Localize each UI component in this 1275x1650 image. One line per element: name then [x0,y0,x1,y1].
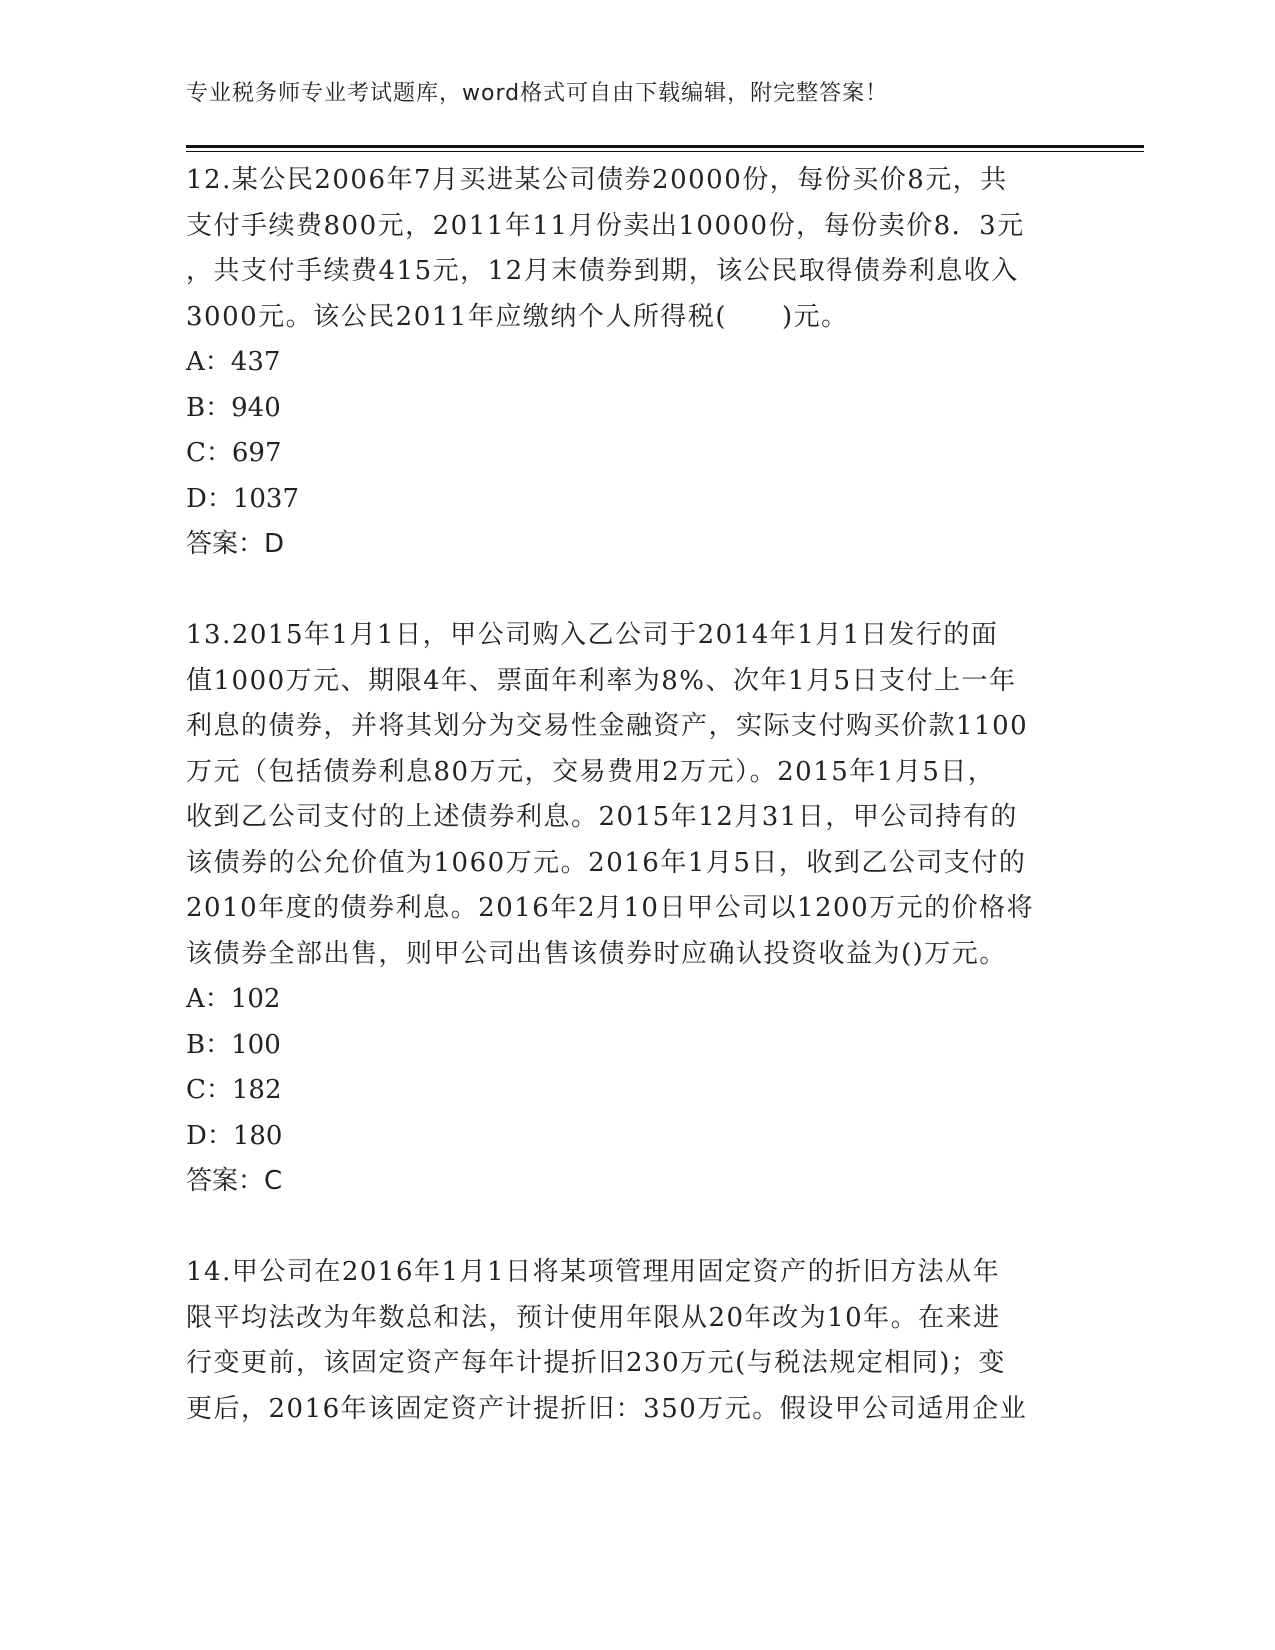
question-text-line: 限平均法改为年数总和法，预计使用年限从20年改为10年。在来进 [186,1302,1001,1333]
question-text-line: 13.2015年1月1日，甲公司购入乙公司于2014年1月1日发行的面 [186,620,999,650]
question-12 [186,158,1086,568]
question-text-line: 支付手续费800元，2011年11月份卖出10000份，每份卖价8．3元 [186,210,1025,241]
option-d: D：180 [186,1120,283,1151]
header-rule-thick [186,145,1144,148]
question-text-line: 2010年度的债券利息。2016年2月10日甲公司以1200万元的价格将 [186,893,1035,923]
page-header: 专业税务师专业考试题库，word格式可自由下载编辑，附完整答案！ [186,81,889,106]
header-rule-thin [186,151,1144,152]
option-b: B：100 [186,1029,281,1060]
spacer [186,1205,1086,1251]
answer-line: 答案：C [186,1166,283,1196]
question-text-line: 12.某公民2006年7月买进某公司债券20000份，每份买价8元，共 [186,165,1008,195]
question-list [186,158,1086,1432]
question-14 [186,1250,1086,1432]
question-text-line: 该债券全部出售，则甲公司出售该债券时应确认投资收益为()万元。 [186,938,1007,969]
option-c: C：182 [186,1075,282,1105]
question-text-line: ，共支付手续费415元，12月末债券到期，该公民取得债券利息收入 [186,256,1019,286]
question-text-line: 更后，2016年该固定资产计提折旧：350万元。假设甲公司适用企业 [186,1393,1028,1424]
option-b: B：940 [186,392,281,423]
option-a: A：102 [186,984,281,1014]
option-a: A：437 [186,347,281,377]
question-text-line: 利息的债券，并将其划分为交易性金融资产，实际支付购买价款1100 [186,711,1029,741]
question-text-line: 收到乙公司支付的上述债券利息。2015年12月31日，甲公司持有的 [186,802,1018,832]
option-c: C：697 [186,438,282,468]
answer-line: 答案：D [186,529,285,559]
spacer [186,568,1086,614]
question-text-line: 值1000万元、期限4年、票面年利率为8%、次年1月5日支付上一年 [186,665,1017,696]
question-13 [186,613,1086,1205]
option-d: D：1037 [186,483,300,514]
question-text-line: 3000元。该公民2011年应缴纳个人所得税( )元。 [186,301,849,332]
question-text-line: 万元（包括债券利息80万元，交易费用2万元）。2015年1月5日， [186,756,996,787]
question-text-line: 该债券的公允价值为1060万元。2016年1月5日，收到乙公司支付的 [186,847,1027,878]
question-text-line: 行变更前，该固定资产每年计提折旧230万元(与税法规定相同)；变 [186,1348,1006,1378]
question-text-line: 14.甲公司在2016年1月1日将某项管理用固定资产的折旧方法从年 [186,1257,1001,1287]
